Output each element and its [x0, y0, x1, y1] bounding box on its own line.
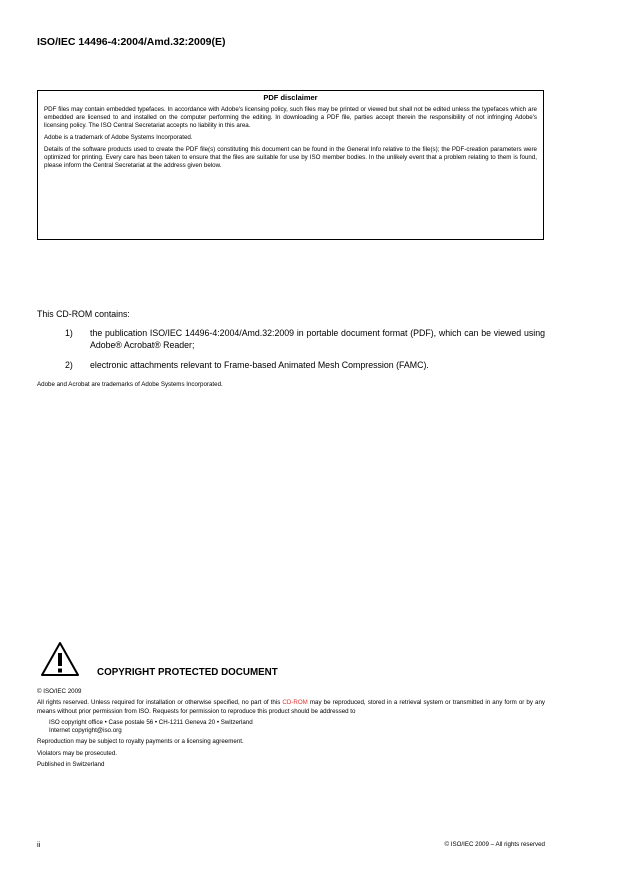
- footer-copyright: © ISO/IEC 2009 – All rights reserved: [444, 841, 545, 848]
- list-item-number: 1): [65, 328, 73, 338]
- list-item-number: 2): [65, 360, 73, 370]
- cdrom-intro: This CD-ROM contains:: [37, 309, 130, 319]
- list-item: [65, 327, 545, 351]
- list-item-text: electronic attachments relevant to Frame-based Animated Mesh Compression (FAMC).: [90, 360, 429, 370]
- copyright-notice: [37, 688, 545, 772]
- copyright-internet: Internet copyright@iso.org: [49, 727, 122, 735]
- copyright-year: © ISO/IEC 2009: [37, 688, 82, 695]
- disclaimer-paragraph: Adobe is a trademark of Adobe Systems Incorporated.: [44, 134, 193, 141]
- copyright-office-address: ISO copyright office • Case postale 56 • CH-1211 Geneva 20 • Switzerland: [49, 718, 253, 726]
- disclaimer-paragraph: Details of the software products used to create the PDF file(s) constituting this document can be found in the General Info relative to the file(s); the PDF-creation parameters were optimized for printing. Every care has been taken to ensure that the files are suitable for use by ISO member bodies. In the unlikely event that a problem relating to them is found, please inform the Central Secretariat at the address given below.: [44, 146, 537, 169]
- cdrom-contents-list: [65, 327, 545, 379]
- warning-icon: [40, 641, 80, 677]
- rights-statement: All rights reserved. Unless required for installation or otherwise specified, no part of this CD-ROM may be reproduced, stored in a retrieval system or transmitted in any form or by any means without prior permission from ISO. Requests for permission to reproduce this product should be addressed to: [37, 699, 545, 715]
- page-number: ii: [37, 840, 41, 849]
- pdf-disclaimer-box: [37, 90, 544, 240]
- published-notice: Published in Switzerland: [37, 761, 105, 769]
- violators-notice: Violators may be prosecuted.: [37, 749, 118, 757]
- document-id-header: ISO/IEC 14496-4:2004/Amd.32:2009(E): [37, 36, 226, 48]
- cdrom-highlight: CD-ROM: [282, 699, 308, 707]
- trademark-notice: Adobe and Acrobat are trademarks of Adobe Systems Incorporated.: [37, 381, 223, 388]
- royalty-notice: Reproduction may be subject to royalty payments or a licensing agreement.: [37, 738, 244, 746]
- list-item-text: the publication ISO/IEC 14496-4:2004/Amd.32:2009 in portable document format (PDF), which can be viewed using Adobe® Acrobat® Reader;: [90, 328, 545, 350]
- disclaimer-paragraph: PDF files may contain embedded typefaces. In accordance with Adobe's licensing policy, such files may be printed or viewed but shall not be edited unless the typefaces which are embedded are licensed to and installed on the computer performing the editing. In downloading a PDF file, parties accept therein the responsibility of not infringing Adobe's licensing policy. The ISO Central Secretariat accepts no liability in this area.: [44, 106, 537, 129]
- disclaimer-title: PDF disclaimer: [263, 93, 318, 102]
- copyright-title: COPYRIGHT PROTECTED DOCUMENT: [97, 667, 278, 678]
- list-item: [65, 359, 545, 371]
